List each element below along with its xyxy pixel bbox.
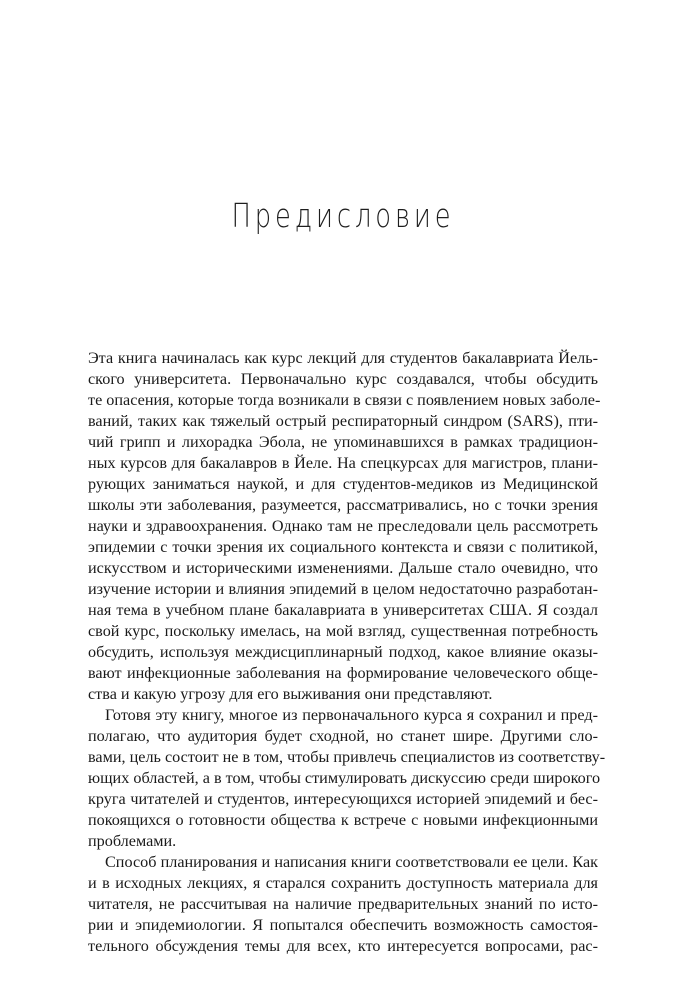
paragraph-1 bbox=[88, 348, 601, 705]
text-line: ваний, таких как тяжелый острый респираторный синдром (SARS), пти- bbox=[88, 412, 598, 430]
text-line: ная тема в учебном плане бакалавриата в университетах США. Я создал bbox=[88, 601, 598, 619]
text-line: школы эти заболевания, разумеется, рассматривались, но с точки зрения bbox=[88, 496, 598, 514]
text-line: ных курсов для бакалавров в Йеле. На спецкурсах для магистров, плани- bbox=[88, 454, 598, 472]
text-line: и в исходных лекциях, я старался сохранить доступность материала для bbox=[88, 874, 598, 892]
body-text bbox=[88, 348, 606, 957]
text-line: изучение истории и влияния эпидемий в целом недостаточно разработан- bbox=[88, 580, 598, 598]
text-line: покоящихся о готовности общества к встрече с новыми инфекционными bbox=[88, 811, 598, 829]
text-line: искусством и историческими изменениями. Дальше стало очевидно, что bbox=[88, 559, 598, 577]
text-line: науки и здравоохранения. Однако там не преследовали цель рассмотреть bbox=[88, 517, 598, 535]
text-line: ства и какую угрозу для его выживания они представляют. bbox=[88, 685, 493, 703]
text-line: эпидемии с точки зрения их социального контекста и связи с политикой, bbox=[88, 538, 598, 556]
text-line: ского университета. Первоначально курс создавался, чтобы обсудить bbox=[88, 370, 598, 388]
text-line: рующих заниматься наукой, и для студентов-медиков из Медицинской bbox=[88, 475, 598, 493]
text-line: обсудить, используя междисциплинарный подход, какое влияние оказы- bbox=[88, 643, 598, 661]
text-line: ющих областей, а в том, чтобы стимулировать дискуссию среди широкого bbox=[88, 769, 601, 787]
text-line: читателя, не рассчитывая на наличие предварительных знаний по исто- bbox=[88, 895, 598, 913]
paragraph-3 bbox=[88, 852, 598, 957]
text-line: рии и эпидемиологии. Я попытался обеспечить возможность самостоя- bbox=[88, 916, 598, 934]
text-line: круга читателей и студентов, интересующихся историей эпидемий и бес- bbox=[88, 790, 598, 808]
chapter-title: Предисловие bbox=[231, 196, 455, 235]
text-line: Готовя эту книгу, многое из первоначального курса я сохранил и пред- bbox=[105, 706, 598, 724]
paragraph-2 bbox=[88, 705, 606, 852]
text-line: вают инфекционные заболевания на формирование человеческого обще- bbox=[88, 664, 598, 682]
text-line: проблемами. bbox=[88, 832, 177, 850]
text-line: чий грипп и лихорадка Эбола, не упоминавшихся в рамках традицион- bbox=[88, 433, 598, 451]
text-line: Эта книга начиналась как курс лекций для студентов бакалавриата Йель- bbox=[88, 349, 598, 367]
text-line: свой курс, поскольку имелась, на мой взгляд, существенная потребность bbox=[88, 622, 598, 640]
text-line: те опасения, которые тогда возникали в связи с появлением новых заболе- bbox=[88, 391, 601, 409]
text-line: тельного обсуждения темы для всех, кто интересуется вопросами, рас- bbox=[88, 937, 598, 955]
text-line: полагаю, что аудитория будет сходной, но станет шире. Другими сло- bbox=[88, 727, 598, 745]
text-line: Способ планирования и написания книги соответствовали ее цели. Как bbox=[105, 853, 598, 871]
text-line: вами, цель состоит не в том, чтобы привлечь специалистов из соответству- bbox=[88, 748, 606, 766]
